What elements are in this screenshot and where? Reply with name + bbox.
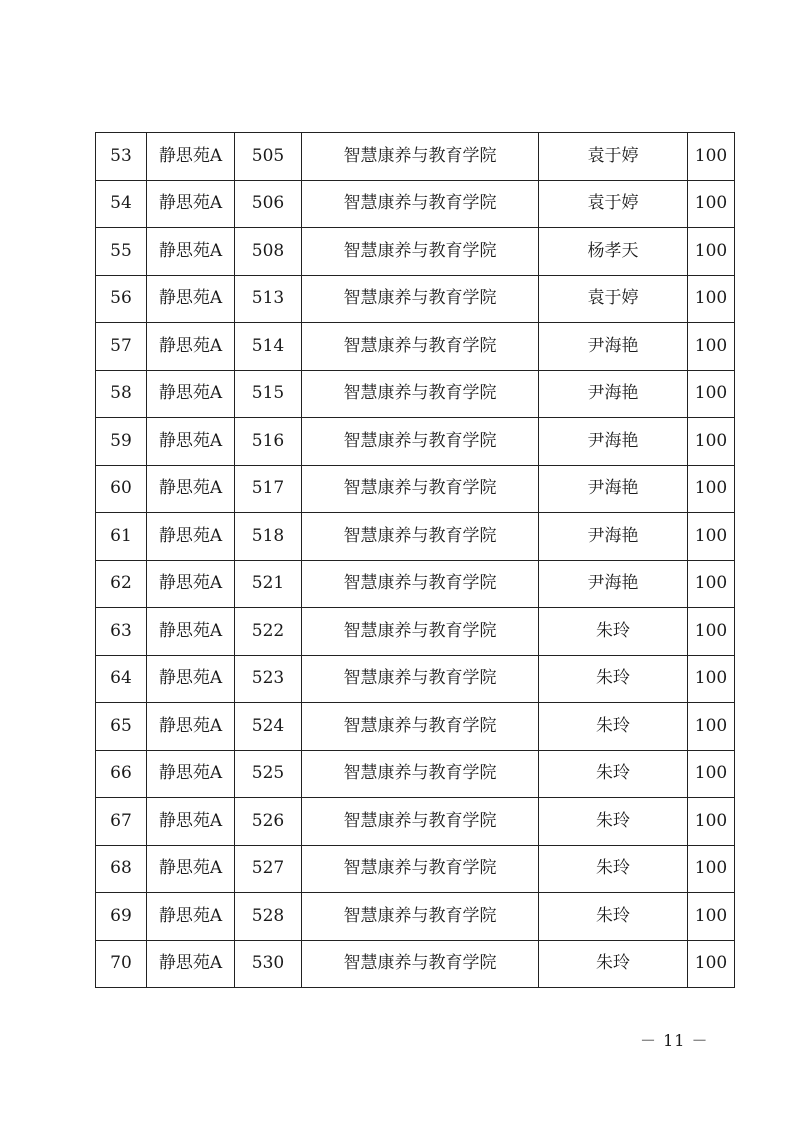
inspector-name-cell: 尹海艳 [539,513,688,561]
room-number-cell: 506 [235,180,302,228]
college-cell: 智慧康养与教育学院 [302,798,539,846]
inspector-name-cell: 袁于婷 [539,180,688,228]
table-row [96,845,735,893]
score-cell: 100 [688,370,735,418]
table-row [96,893,735,941]
table-body [96,133,735,988]
score-cell: 100 [688,465,735,513]
row-number-cell: 60 [96,465,147,513]
row-number-cell: 67 [96,798,147,846]
inspector-name-cell: 袁于婷 [539,133,688,181]
table-row [96,370,735,418]
inspector-name-cell: 尹海艳 [539,370,688,418]
score-cell: 100 [688,560,735,608]
inspector-name-cell: 朱玲 [539,798,688,846]
building-cell: 静思苑A [147,418,235,466]
college-cell: 智慧康养与教育学院 [302,893,539,941]
building-cell: 静思苑A [147,893,235,941]
table-row [96,608,735,656]
score-cell: 100 [688,845,735,893]
room-number-cell: 530 [235,940,302,988]
college-cell: 智慧康养与教育学院 [302,465,539,513]
inspector-name-cell: 尹海艳 [539,323,688,371]
building-cell: 静思苑A [147,275,235,323]
college-cell: 智慧康养与教育学院 [302,608,539,656]
inspector-name-cell: 杨孝天 [539,228,688,276]
score-cell: 100 [688,940,735,988]
inspector-name-cell: 朱玲 [539,940,688,988]
inspector-name-cell: 朱玲 [539,750,688,798]
score-cell: 100 [688,655,735,703]
college-cell: 智慧康养与教育学院 [302,370,539,418]
table-row [96,798,735,846]
score-cell: 100 [688,798,735,846]
inspector-name-cell: 尹海艳 [539,560,688,608]
building-cell: 静思苑A [147,228,235,276]
row-number-cell: 53 [96,133,147,181]
score-cell: 100 [688,703,735,751]
room-number-cell: 525 [235,750,302,798]
score-cell: 100 [688,323,735,371]
inspector-name-cell: 朱玲 [539,893,688,941]
table-row [96,513,735,561]
row-number-cell: 55 [96,228,147,276]
row-number-cell: 56 [96,275,147,323]
row-number-cell: 62 [96,560,147,608]
row-number-cell: 61 [96,513,147,561]
room-number-cell: 516 [235,418,302,466]
room-number-cell: 522 [235,608,302,656]
dormitory-score-table [95,132,735,988]
row-number-cell: 69 [96,893,147,941]
room-number-cell: 508 [235,228,302,276]
score-cell: 100 [688,750,735,798]
college-cell: 智慧康养与教育学院 [302,655,539,703]
row-number-cell: 70 [96,940,147,988]
score-cell: 100 [688,228,735,276]
row-number-cell: 66 [96,750,147,798]
room-number-cell: 523 [235,655,302,703]
score-cell: 100 [688,133,735,181]
inspector-name-cell: 袁于婷 [539,275,688,323]
page-number: － 11 － [640,1031,709,1050]
score-cell: 100 [688,893,735,941]
building-cell: 静思苑A [147,133,235,181]
college-cell: 智慧康养与教育学院 [302,418,539,466]
score-cell: 100 [688,180,735,228]
room-number-cell: 524 [235,703,302,751]
score-cell: 100 [688,275,735,323]
college-cell: 智慧康养与教育学院 [302,750,539,798]
table-row [96,750,735,798]
college-cell: 智慧康养与教育学院 [302,845,539,893]
college-cell: 智慧康养与教育学院 [302,560,539,608]
row-number-cell: 68 [96,845,147,893]
inspector-name-cell: 尹海艳 [539,465,688,513]
college-cell: 智慧康养与教育学院 [302,940,539,988]
college-cell: 智慧康养与教育学院 [302,180,539,228]
building-cell: 静思苑A [147,703,235,751]
building-cell: 静思苑A [147,370,235,418]
row-number-cell: 63 [96,608,147,656]
room-number-cell: 528 [235,893,302,941]
row-number-cell: 64 [96,655,147,703]
building-cell: 静思苑A [147,608,235,656]
room-number-cell: 515 [235,370,302,418]
table-row [96,323,735,371]
row-number-cell: 59 [96,418,147,466]
row-number-cell: 58 [96,370,147,418]
score-cell: 100 [688,608,735,656]
college-cell: 智慧康养与教育学院 [302,513,539,561]
inspector-name-cell: 朱玲 [539,845,688,893]
building-cell: 静思苑A [147,513,235,561]
row-number-cell: 54 [96,180,147,228]
college-cell: 智慧康养与教育学院 [302,133,539,181]
table-row [96,228,735,276]
table-row [96,465,735,513]
room-number-cell: 518 [235,513,302,561]
building-cell: 静思苑A [147,323,235,371]
inspector-name-cell: 朱玲 [539,655,688,703]
building-cell: 静思苑A [147,940,235,988]
table-row [96,560,735,608]
score-cell: 100 [688,513,735,561]
room-number-cell: 513 [235,275,302,323]
room-number-cell: 517 [235,465,302,513]
table-row [96,180,735,228]
table-row [96,655,735,703]
building-cell: 静思苑A [147,655,235,703]
college-cell: 智慧康养与教育学院 [302,275,539,323]
building-cell: 静思苑A [147,845,235,893]
table-row [96,940,735,988]
room-number-cell: 521 [235,560,302,608]
building-cell: 静思苑A [147,560,235,608]
table-row [96,133,735,181]
table-row [96,703,735,751]
building-cell: 静思苑A [147,750,235,798]
row-number-cell: 65 [96,703,147,751]
inspector-name-cell: 朱玲 [539,703,688,751]
inspector-name-cell: 尹海艳 [539,418,688,466]
inspector-name-cell: 朱玲 [539,608,688,656]
college-cell: 智慧康养与教育学院 [302,323,539,371]
table-row [96,275,735,323]
room-number-cell: 527 [235,845,302,893]
college-cell: 智慧康养与教育学院 [302,228,539,276]
room-number-cell: 526 [235,798,302,846]
room-number-cell: 505 [235,133,302,181]
room-number-cell: 514 [235,323,302,371]
score-cell: 100 [688,418,735,466]
building-cell: 静思苑A [147,465,235,513]
college-cell: 智慧康养与教育学院 [302,703,539,751]
building-cell: 静思苑A [147,798,235,846]
table-row [96,418,735,466]
building-cell: 静思苑A [147,180,235,228]
row-number-cell: 57 [96,323,147,371]
